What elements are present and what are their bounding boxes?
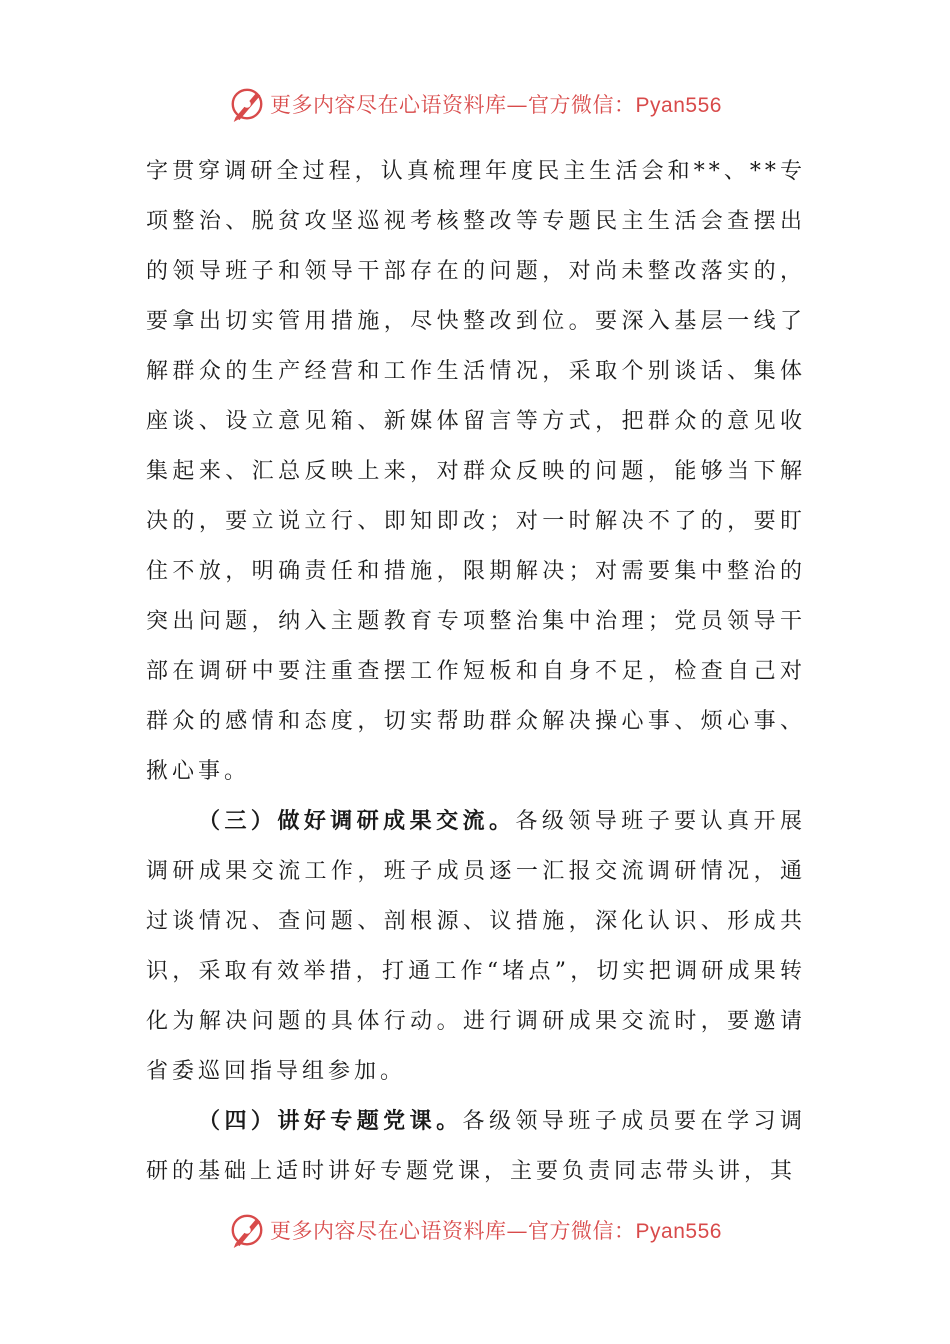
watermark-wechat-label: 官方微信： <box>528 93 636 117</box>
section-3-heading: （三）做好调研成果交流。 <box>198 809 516 834</box>
pen-in-circle-icon <box>228 85 266 123</box>
watermark-separator: — <box>506 1219 529 1243</box>
watermark-text <box>270 89 722 119</box>
section-4-text: 各级领导班子成员要在学习调研的基础上适时讲好专题党课，主要负责同志带头讲，其 <box>146 1109 806 1184</box>
paragraph-section-4 <box>146 1097 806 1197</box>
watermark-text <box>270 1215 722 1245</box>
watermark-wechat-id: Pyan556 <box>635 1220 722 1243</box>
header-watermark <box>0 84 950 124</box>
paragraph-section-3 <box>146 797 806 1097</box>
pen-in-circle-icon <box>228 1211 266 1249</box>
paragraph-continued: 字贯穿调研全过程，认真梳理年度民主生活会和**、**专项整治、脱贫攻坚巡视考核整改等专题民主生活会查摆出的领导班子和领导干部存在的问题，对尚未整改落实的，要拿出切实管用措施，尽快整改到位。要深入基层一线了解群众的生产经营和工作生活情况，采取个别谈话、集体座谈、设立意见箱、新媒体留言等方式，把群众的意见收集起来、汇总反映上来，对群众反映的问题，能够当下解决的，要立说立行、即知即改；对一时解决不了的，要盯住不放，明确责任和措施，限期解决；对需要集中整治的突出问题，纳入主题教育专项整治集中治理；党员领导干部在调研中要注重查摆工作短板和自身不足，检查自己对群众的感情和态度，切实帮助群众解决操心事、烦心事、揪心事。 <box>146 159 806 784</box>
section-4-heading: （四）讲好专题党课。 <box>198 1109 463 1134</box>
watermark-wechat-label: 官方微信： <box>528 1219 636 1243</box>
watermark-separator: — <box>506 93 529 117</box>
document-body <box>146 147 806 1197</box>
watermark-wechat-id: Pyan556 <box>635 94 722 117</box>
watermark-main: 更多内容尽在心语资料库 <box>270 93 507 117</box>
section-3-text: 各级领导班子要认真开展调研成果交流工作，班子成员逐一汇报交流调研情况，通过谈情况、查问题、剖根源、议措施，深化认识、形成共识，采取有效举措，打通工作“堵点”，切实把调研成果转化为解决问题的具体行动。进行调研成果交流时，要邀请省委巡回指导组参加。 <box>146 809 806 1084</box>
watermark-main: 更多内容尽在心语资料库 <box>270 1219 507 1243</box>
footer-watermark <box>0 1210 950 1250</box>
